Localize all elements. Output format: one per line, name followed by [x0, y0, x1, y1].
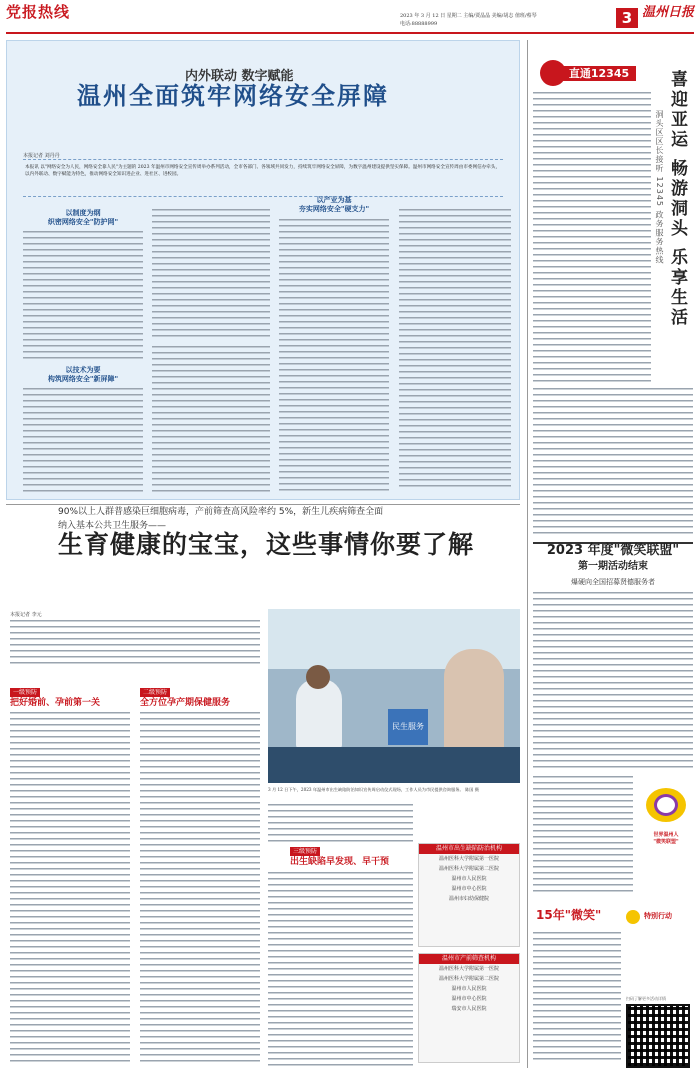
level2-continued [268, 804, 413, 846]
tag-level-1-sub: 把好婚前、孕前第一关 [10, 698, 101, 708]
col2-heading: 以产业为基 夯实网络安全"硬支力" [298, 196, 370, 213]
hotline-body-a [533, 92, 651, 382]
col1-body [23, 231, 143, 359]
smile-face-icon [654, 794, 678, 816]
smile-small-icon [626, 910, 640, 924]
health-deck-2: 纳入基本公共卫生服务—— [58, 521, 167, 531]
infobox-prevention-item: 温州市妇幼保健院 [448, 896, 489, 902]
hotline-vertical-headline [655, 40, 694, 380]
infobox-prevention-head: 温州市出生缺陷防治机构 [419, 844, 519, 854]
column-divider [527, 40, 528, 1068]
hotline-logo-text: 直通12345 [562, 66, 636, 81]
tag-level-2-label: 二级预防 [140, 688, 170, 697]
photo-sign: 民生服务 [388, 709, 428, 745]
smile-badge-text: 世界温州人 "微笑联盟" [653, 832, 679, 845]
phone-line: 电话:88888999 [400, 21, 438, 27]
weixiao-subtitle-2: 爆硬向全国招募贤德服务者 [571, 578, 655, 586]
health-intro [10, 620, 260, 666]
special-action: 特别行动 [644, 912, 672, 920]
hotline-subheadline: 洞头区区长接听 12345 政务服务热线 [655, 110, 664, 265]
smile-badge [640, 780, 692, 870]
masthead: 温州日报 [642, 5, 695, 20]
health-headline: 生育健康的宝宝，这些事情你要了解 [58, 530, 475, 559]
infobox-screening-item: 温州医科大学附属第二医院 [438, 976, 499, 982]
infobox-prevention-item: 温州医科大学附属第一医院 [438, 856, 499, 862]
col3-body [23, 388, 143, 492]
tag-level-2 [140, 690, 170, 696]
weixiao-title: 2023 年度"微笑联盟" [546, 543, 680, 558]
health-photo [268, 609, 520, 783]
feature-headline: 温州全面筑牢网络安全屏障 [77, 82, 389, 110]
feature-lead: 本报讯 以"网络安全为人民，网络安全靠人民"为主题的 2023 年温州市网络安全宣传周举办系列活动，全市各部门、各领域共同发力，持续筑牢网络安全屏障，为数字温州建设提供坚实保障。温州市网络安全宣传周由市委网信办牵头，以内外联动、数字赋能为特色，推动网络安全知识进企业、进社区、进校园。 [23, 159, 503, 197]
infobox-screening-item: 温州市中心医院 [451, 996, 487, 1002]
col1-heading: 以制度为纲 织密网络安全"防护网" [47, 209, 119, 226]
photo-head-left [306, 665, 330, 689]
col4-text [399, 209, 511, 491]
smile-15-years: 15年"微笑" [536, 908, 602, 922]
hotline-logo [540, 60, 636, 86]
feature-article [6, 40, 520, 500]
level1-body [10, 712, 130, 1066]
weixiao-subtitle: 第一期活动结束 [578, 561, 648, 572]
infobox-screening [418, 953, 520, 1063]
level2-body [140, 712, 260, 1066]
photo-desk [268, 747, 520, 783]
weixiao-box [533, 542, 693, 587]
page-number: 3 [616, 8, 638, 28]
qr-code[interactable] [626, 1004, 690, 1068]
infobox-prevention [418, 843, 520, 947]
header-rule [6, 32, 694, 34]
page-header [0, 0, 700, 34]
infobox-prevention-item: 温州医科大学附属第二医院 [438, 866, 499, 872]
tag-level-1 [10, 690, 40, 696]
health-byline: 本报记者 李元 [10, 612, 42, 618]
tag-level-3 [290, 849, 320, 855]
infobox-prevention-item: 温州市中心医院 [451, 886, 487, 892]
date-line: 2023 年 3 月 12 日 星期二 主编/贾晶晶 美编/胡志 值班/蔡琴 [400, 13, 537, 19]
weixiao-body-a [533, 592, 693, 772]
col3-heading: 以技术为要 构筑网络安全"新屏障" [47, 366, 119, 383]
feature-kicker: 内外联动 数字赋能 [185, 69, 294, 84]
infobox-screening-item: 瑞安市人民医院 [451, 1006, 487, 1012]
hotline-body-b [533, 388, 693, 536]
photo-person-left [296, 679, 342, 749]
col2-body-b [152, 346, 270, 492]
section-divider [6, 504, 520, 505]
feature-byline: 本报记者 刘丹丹 [23, 153, 60, 159]
tag-level-3-sub: 出生缺陷早发现、早干预 [290, 857, 390, 867]
col2-body-a [152, 209, 270, 339]
col3-text [279, 219, 389, 491]
level3-body [268, 872, 413, 1066]
infobox-screening-item: 温州医科大学附属第一医院 [438, 966, 499, 972]
weixiao-body-b [533, 776, 633, 896]
photo-caption: 3 月 12 日下午，2023 年温州市出生缺陷防治知识宣传周启动仪式现场，工作人员为市民提供咨询服务。 陈国 摄 [268, 787, 479, 792]
section-title: 党报热线 [6, 3, 71, 21]
qr-label: 扫码了解更多活动详情 [626, 996, 666, 1001]
infobox-prevention-item: 温州市人民医院 [451, 876, 487, 882]
tag-level-3-label: 三级预防 [290, 847, 320, 856]
infobox-screening-head: 温州市产前筛查机构 [419, 954, 519, 964]
action-body [533, 932, 621, 1062]
infobox-screening-item: 温州市人民医院 [451, 986, 487, 992]
tag-level-1-label: 一级预防 [10, 688, 40, 697]
health-deck-1: 90%以上人群普感染巨细胞病毒，产前筛查高风险率约 5%，新生儿疾病筛查全面 [58, 507, 384, 517]
tag-level-2-sub: 全方位孕产期保健服务 [140, 698, 231, 708]
photo-person-right [444, 649, 504, 759]
hotline-headline: 喜迎亚运 畅游洞头 乐享生活 [667, 70, 687, 328]
